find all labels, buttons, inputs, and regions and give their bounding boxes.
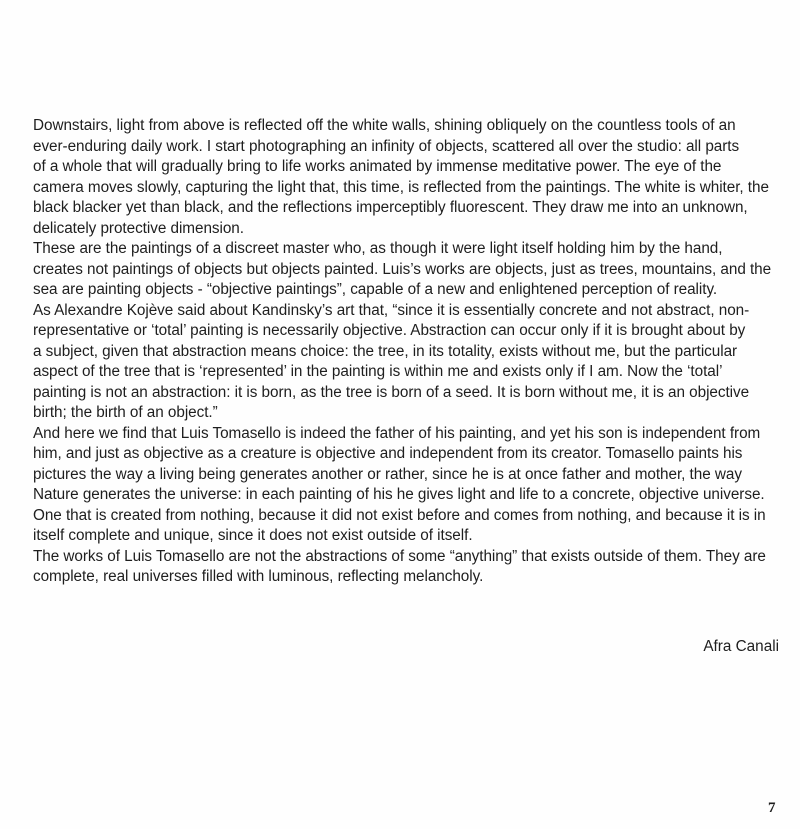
text-line: delicately protective dimension.	[33, 219, 244, 237]
text-line: pictures the way a living being generates another or rather, since he is at once father and mother, the way	[33, 465, 742, 483]
text-line: painting is not an abstraction: it is born, as the tree is born of a seed. It is born without me, it is an objective	[33, 383, 750, 401]
text-line: of a whole that will gradually bring to life works animated by immense meditative power. The eye of the	[33, 158, 722, 175]
author-signature: Afra Canali	[703, 638, 779, 655]
text-line: These are the paintings of a discreet master who, as though it were light itself holding him by the hand,	[33, 240, 723, 257]
text-line: camera moves slowly, capturing the light that, this time, is reflected from the paintings. The white is whiter, the	[33, 178, 769, 196]
text-line: birth; the birth of an object.”	[33, 404, 218, 421]
text-line: The works of Luis Tomasello are not the abstractions of some “anything” that exists outside of them. They are	[33, 547, 766, 565]
text-line: And here we find that Luis Tomasello is indeed the father of his painting, and yet his son is independent from	[33, 424, 761, 442]
text-line: As Alexandre Kojève said about Kandinsky’s art that, “since it is essentially concrete and not abstract, non-	[33, 301, 750, 319]
text-line: Downstairs, light from above is reflected off the white walls, shining obliquely on the countless tools of an	[33, 117, 736, 134]
text-line: One that is created from nothing, because it did not exist before and comes from nothing, and because it is in	[33, 506, 766, 524]
text-line: complete, real universes filled with luminous, reflecting melancholy.	[33, 568, 484, 585]
text-line: ever-enduring daily work. I start photographing an infinity of objects, scattered all over the studio: all parts	[33, 137, 740, 155]
text-line: creates not paintings of objects but objects painted. Luis’s works are objects, just as trees, mountains, and the	[33, 260, 772, 278]
text-line: him, and just as objective as a creature is objective and independent from its creator. Tomasello paints his	[33, 445, 743, 462]
text-line: representative or ‘total’ painting is necessarily objective. Abstraction can occur only if it is brought about by	[33, 322, 746, 339]
text-line: sea are painting objects - “objective paintings”, capable of a new and enlightened perception of reality.	[33, 281, 718, 298]
text-line: Nature generates the universe: in each painting of his he gives light and life to a concrete, objective universe.	[33, 486, 765, 503]
essay-body	[33, 116, 785, 588]
text-line: itself complete and unique, since it does not exist outside of itself.	[33, 527, 473, 544]
text-line: a subject, given that abstraction means choice: the tree, in its totality, exists without me, but the particular	[33, 342, 738, 360]
text-line: aspect of the tree that is ‘represented’ in the painting is within me and exists only if I am. Now the ‘total’	[33, 363, 723, 380]
text-line: black blacker yet than black, and the reflections imperceptibly fluorescent. They draw me into an unknown,	[33, 199, 748, 216]
page-number: 7	[768, 800, 776, 816]
